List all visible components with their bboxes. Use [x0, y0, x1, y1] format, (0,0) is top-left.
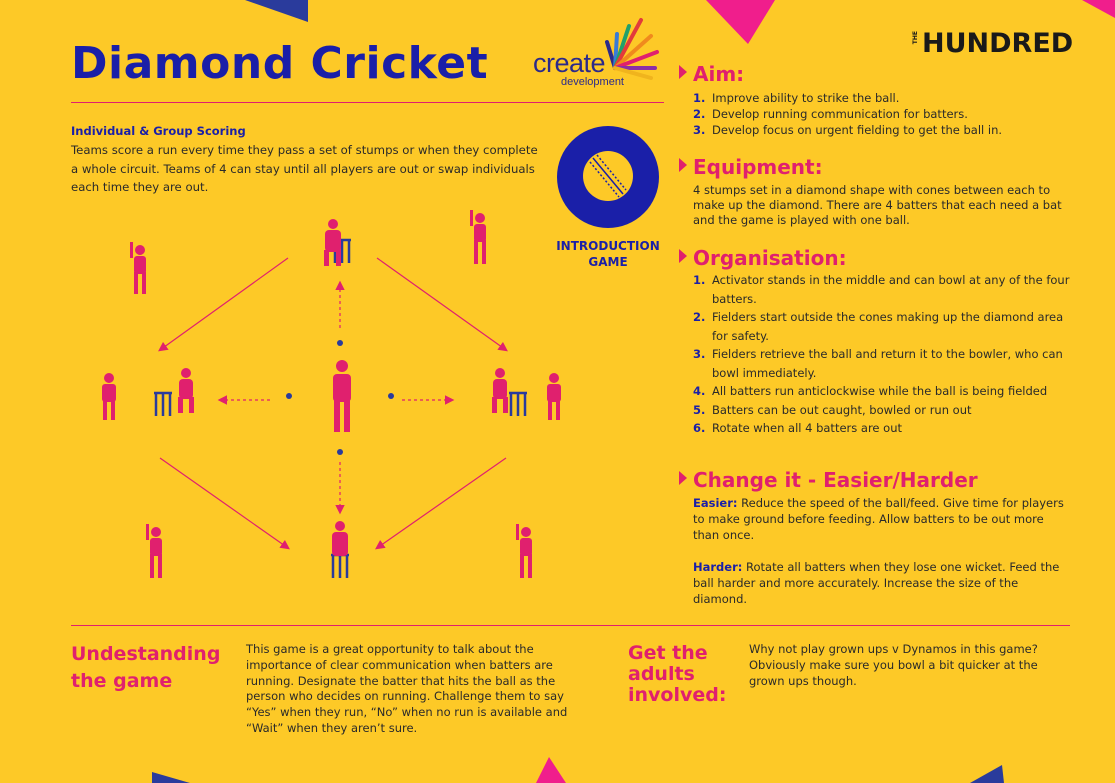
aim-item: 1. Improve ability to strike the ball.	[693, 91, 900, 105]
easier-text: Easier: Reduce the speed of the ball/feed. Give time for players to make ground before feeding. Allow batters to be out more than once.	[693, 496, 1064, 542]
create-wordmark: create	[533, 48, 606, 78]
organisation-item: 5. Batters can be out caught, bowled or run out	[693, 402, 972, 417]
equipment-text: 4 stumps set in a diamond shape with cones between each to make up the diamond. There are 4 batters that each need a bat and the game is played with one ball.	[693, 183, 1062, 227]
scoring-text: Teams score a run every time they pass a set of stumps or when they complete a whole circuit. Teams of 4 can stay until all players are out or swap individuals each time they are out.	[71, 143, 538, 194]
equipment-heading: Equipment:	[679, 155, 823, 179]
title-divider	[71, 102, 664, 103]
understanding-text: This game is a great opportunity to talk about the importance of clear communication when batters are running. Designate the batter that hits the ball as the person who decides on running. Challenge them to say “Yes” when they run, “No” when no run is available and “Wait” when they aren’t sure.	[246, 642, 568, 735]
aim-list	[693, 90, 1073, 138]
badge-line-2: GAME	[588, 255, 628, 269]
organisation-item: 4. All batters run anticlockwise while the ball is being fielded	[693, 384, 1048, 398]
organisation-heading: Organisation:	[679, 246, 847, 270]
adults-text: Why not play grown ups v Dynamos in this game? Obviously make sure you bowl a bit quicker at the grown ups though.	[749, 642, 1038, 688]
organisation-item: 2. Fielders start outside the cones making up the diamond area for safety.	[693, 310, 1064, 343]
triangle-bullet-icon	[679, 249, 687, 263]
organisation-item: 6. Rotate when all 4 batters are out	[693, 421, 902, 435]
aim-heading: Aim:	[679, 62, 744, 86]
harder-label: Harder:	[693, 560, 743, 574]
organisation-list	[693, 271, 1073, 438]
understanding-heading: Undestanding the game	[71, 643, 221, 692]
running-arrows	[160, 258, 506, 548]
aim-item: 2. Develop running communication for batters.	[693, 107, 968, 121]
diamond-diagram	[90, 200, 580, 590]
harder-text: Harder: Rotate all batters when they lose one wicket. Feed the ball harder and more accurately. Increase the size of the diamond.	[693, 560, 1060, 606]
triangle-bullet-icon	[679, 65, 687, 79]
triangle-bullet-icon	[679, 471, 687, 485]
rainbow-fan-icon	[597, 12, 667, 82]
create-development-logo	[533, 12, 665, 92]
the-hundred-logo	[912, 28, 1072, 62]
organisation-item: 1. Activator stands in the middle and can bowl at any of the four batters.	[693, 273, 1070, 306]
the-wordmark: THE	[912, 31, 919, 45]
scoring-heading: Individual & Group Scoring	[71, 124, 246, 138]
change-it-heading: Change it - Easier/Harder	[679, 468, 978, 492]
badge-line-1: INTRODUCTION	[556, 239, 660, 253]
aim-item: 3. Develop focus on urgent fielding to get the ball in.	[693, 123, 1003, 137]
organisation-item: 3. Fielders retrieve the ball and return it to the bowler, who can bowl immediately.	[693, 347, 1063, 380]
adults-heading: Get the adults involved:	[628, 642, 727, 706]
hundred-wordmark: HUNDRED	[922, 28, 1074, 59]
bottom-divider	[71, 625, 1070, 626]
easier-label: Easier:	[693, 496, 738, 510]
development-wordmark: development	[561, 76, 624, 88]
triangle-bullet-icon	[679, 158, 687, 172]
page-title: Diamond Cricket	[71, 38, 489, 89]
